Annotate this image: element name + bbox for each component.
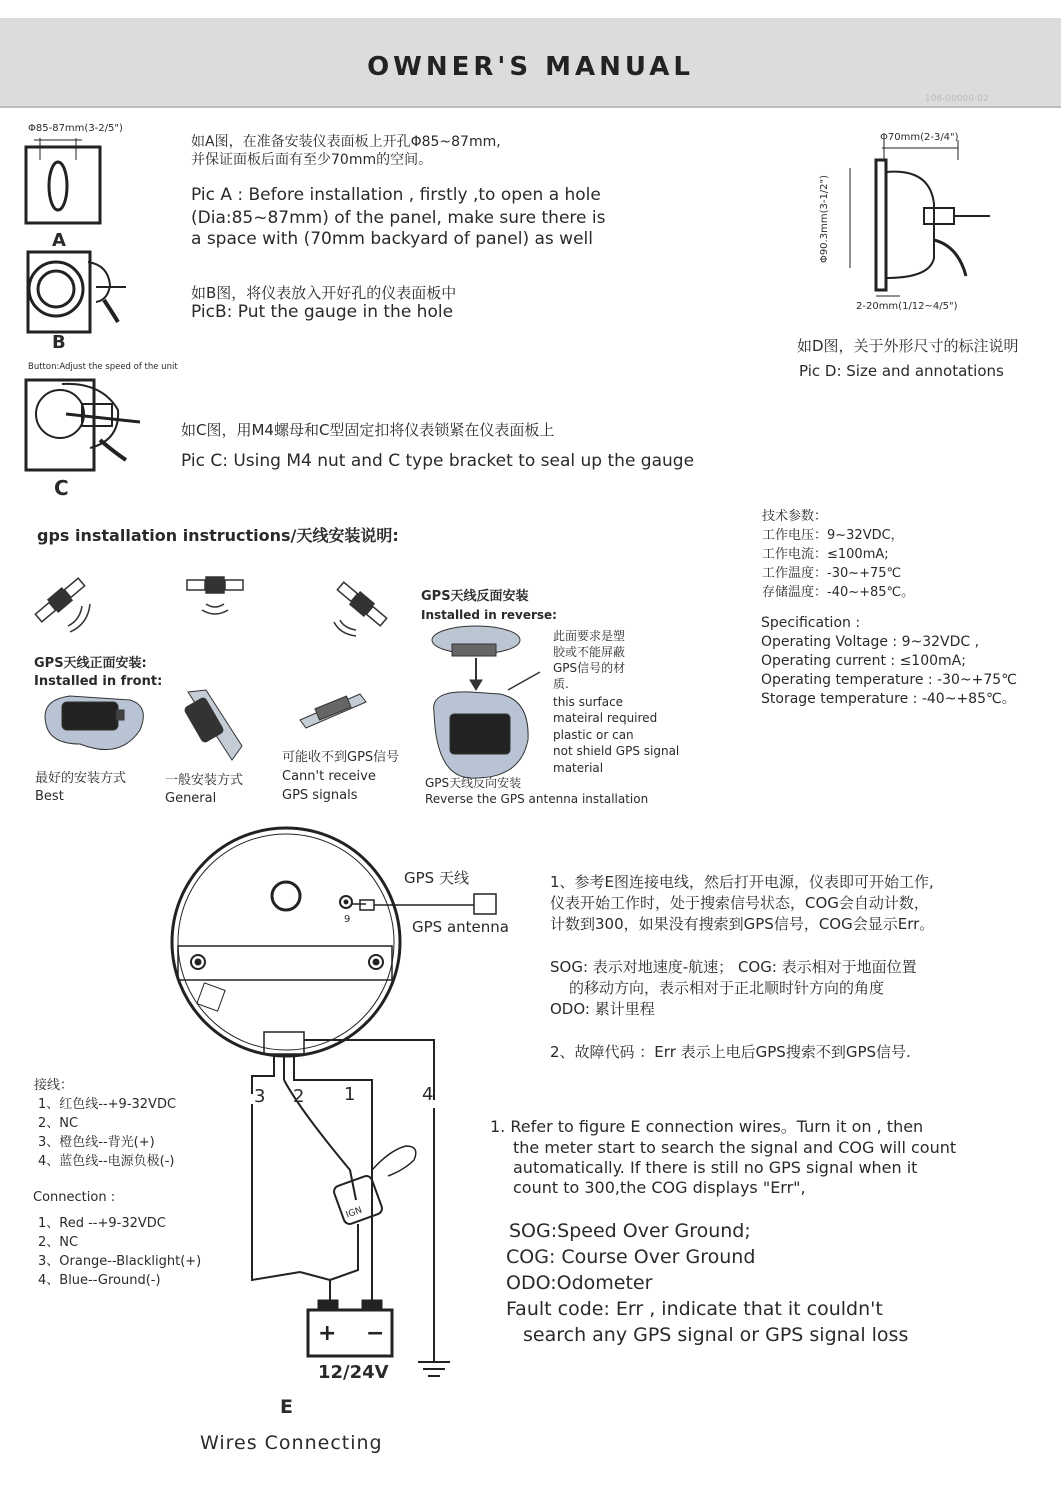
note-cn-line: 计数到300，如果没有搜索到GPS信号，COG会显示Err。 — [550, 915, 935, 933]
pic-a-text-en-3: a space with (70mm backyard of panel) as well — [191, 229, 593, 249]
pic-a-text-en-1: Pic A : Before installation , firstly ,to open a hole — [191, 185, 601, 205]
note-sog: SOG:Speed Over Ground; — [509, 1220, 751, 1242]
gps-antenna-best — [45, 696, 143, 750]
connection-line-en: 4、Blue--Ground(-) — [38, 1273, 161, 1288]
connection-line-cn: 2、NC — [38, 1116, 79, 1131]
note-en-line: count to 300,the COG displays "Err", — [513, 1178, 806, 1197]
spec-line: Operating Voltage : 9~32VDC , — [761, 634, 980, 650]
gps-section-title: gps installation instructions/天线安装说明: — [37, 526, 399, 545]
pic-d-text-cn: 如D图，关于外形尺寸的标注说明 — [797, 337, 1019, 355]
gps-reverse-en: Installed in reverse: — [421, 608, 557, 622]
note-cog: COG: Course Over Ground — [506, 1246, 756, 1268]
note-cn-line: 1、参考E图连接电线，然后打开电源，仪表即可开始工作, — [550, 873, 934, 891]
pic-a-text-cn-1: 如A图，在准备安装仪表面板上开孔Φ85~87mm, — [191, 134, 501, 150]
gps-cannot-cn: 可能收不到GPS信号 — [282, 750, 400, 765]
wire-label-1: 1 — [344, 1084, 356, 1105]
connection-line-en: 3、Orange--Blacklight(+) — [38, 1254, 202, 1269]
antenna-label-cn: GPS 天线 — [404, 869, 469, 887]
gps-note-cn: 胶或不能屏蔽 — [553, 645, 626, 659]
pic-d-height: Φ90.3mm(3-1/2") — [819, 174, 831, 264]
pin-label: 9 — [344, 914, 351, 925]
svg-text:+: + — [318, 1321, 337, 1346]
note-en-line: the meter start to search the signal and COG will count — [513, 1138, 957, 1157]
connection-line-en: 1、Red --+9-32VDC — [38, 1216, 166, 1231]
gps-note-en: not shield GPS signal — [553, 744, 680, 758]
figure-e-label: E — [280, 1396, 293, 1418]
gps-reverse-caption-cn: GPS天线反向安装 — [425, 776, 522, 790]
pic-d-text-en: Pic D: Size and annotations — [799, 362, 1004, 380]
gps-general-cn: 一般安装方式 — [165, 773, 244, 788]
gps-cannot-en-2: GPS signals — [282, 788, 358, 803]
figure-e-caption: Wires Connecting — [200, 1432, 383, 1454]
ignition-label: IGN — [344, 1205, 364, 1221]
gps-reverse-caption-en: Reverse the GPS antenna installation — [425, 792, 649, 806]
pic-c-figure — [26, 380, 140, 470]
note-en-line: 1. Refer to figure E connection wires。Turn it on , then — [490, 1117, 924, 1136]
gps-best-cn: 最好的安装方式 — [35, 771, 127, 786]
note-cn-line: 的移动方向，表示相对于正北顺时针方向的角度 — [569, 979, 885, 997]
pic-b-text-en: PicB: Put the gauge in the hole — [191, 302, 454, 322]
note-fault-1: Fault code: Err , indicate that it couldn't — [506, 1298, 883, 1320]
pic-c-text-cn: 如C图，用M4螺母和C型固定扣将仪表锁紧在仪表面板上 — [181, 421, 555, 439]
connection-line-en: 2、NC — [38, 1235, 79, 1250]
gps-antenna-general — [184, 690, 242, 760]
spec-line: Storage temperature : -40~+85℃。 — [761, 691, 1016, 707]
tech-title: 技术参数： — [762, 509, 828, 524]
connection-line-cn: 4、蓝色线--电源负极(-) — [38, 1154, 175, 1169]
tech-line: 工作温度：-30~+75℃ — [762, 566, 902, 581]
pic-c-note: Button:Adjust the speed of the unit — [28, 362, 178, 372]
document-code: 106-00000-02 — [925, 94, 989, 104]
pic-a-text-cn-2: 并保证面板后面有至少70mm的空间。 — [191, 152, 433, 168]
gps-note-en: material — [553, 761, 604, 775]
connection-title-cn: 接线： — [34, 1078, 74, 1093]
wire-label-3: 3 — [254, 1086, 266, 1107]
note-en-line: automatically. If there is still no GPS signal when it — [513, 1158, 918, 1177]
gps-note-cn: GPS信号的材 — [553, 661, 626, 675]
gps-note-en: mateiral required — [553, 711, 658, 725]
pic-d-depth: 2-20mm(1/12~4/5") — [856, 301, 958, 312]
spec-title: Specification : — [761, 615, 861, 631]
gps-best-en: Best — [35, 789, 64, 804]
pic-a-dimension: Φ85-87mm(3-2/5") — [28, 123, 123, 134]
gps-front-cn: GPS天线正面安装: — [34, 656, 147, 671]
gps-reverse-cn: GPS天线反面安装 — [421, 589, 529, 604]
pic-b-label: B — [52, 332, 66, 353]
antenna-label-en: GPS antenna — [412, 918, 509, 936]
note-cn-line: ODO: 累计里程 — [550, 1000, 655, 1018]
gps-note-en: plastic or can — [553, 728, 634, 742]
note-cn-line: 仪表开始工作时，处于搜索信号状态，COG会自动计数， — [550, 894, 929, 912]
wire-label-4: 4 — [422, 1084, 434, 1105]
spec-line: Operating temperature : -30~+75℃ — [761, 672, 1017, 688]
gps-note-en: this surface — [553, 695, 624, 709]
spec-line: Operating current : ≤100mA; — [761, 653, 966, 669]
pic-a-figure — [26, 138, 100, 223]
pic-c-text-en: Pic C: Using M4 nut and C type bracket to seal up the gauge — [181, 451, 695, 471]
gps-front-en: Installed in front: — [34, 674, 163, 689]
gps-antenna-reverse — [432, 626, 540, 778]
pic-d-width: Φ70mm(2-3/4") — [880, 132, 959, 143]
pic-d-figure — [850, 140, 990, 296]
tech-line: 存储温度：-40~+85℃。 — [762, 585, 915, 600]
connection-title-en: Connection : — [33, 1190, 116, 1205]
connection-line-cn: 1、红色线--+9-32VDC — [38, 1097, 177, 1112]
pic-a-label: A — [52, 230, 66, 251]
pic-a-text-en-2: (Dia:85~87mm) of the panel, make sure there is — [191, 208, 606, 228]
pic-c-label: C — [54, 476, 69, 500]
svg-text:−: − — [366, 1321, 385, 1346]
wiring-diagram — [172, 828, 496, 1376]
tech-line: 工作电压：9~32VDC， — [762, 528, 904, 543]
connection-line-cn: 3、橙色线--背光(+) — [38, 1135, 155, 1150]
pic-b-figure — [28, 252, 126, 332]
page-title: OWNER'S MANUAL — [367, 52, 694, 82]
pic-b-text-cn: 如B图，将仪表放入开好孔的仪表面板中 — [191, 284, 457, 302]
tech-line: 工作电流：≤100mA; — [762, 547, 889, 562]
note-odo: ODO:Odometer — [506, 1272, 653, 1294]
battery-label: 12/24V — [318, 1362, 389, 1383]
note-cn-line: 2、故障代码 ：Err 表示上电后GPS搜索不到GPS信号. — [550, 1043, 911, 1061]
note-fault-2: search any GPS signal or GPS signal loss — [523, 1324, 909, 1346]
gps-cannot-en-1: Cann't receive — [282, 769, 376, 784]
gps-antenna-cannot — [300, 694, 366, 728]
gps-note-cn: 质. — [553, 677, 569, 691]
gps-note-cn: 此面要求是塑 — [553, 629, 626, 643]
satellite-icon — [33, 576, 388, 636]
note-cn-line: SOG: 表示对地速度-航速； COG: 表示相对于地面位置 — [550, 958, 917, 976]
wire-label-2: 2 — [293, 1086, 305, 1107]
gps-general-en: General — [165, 791, 217, 806]
